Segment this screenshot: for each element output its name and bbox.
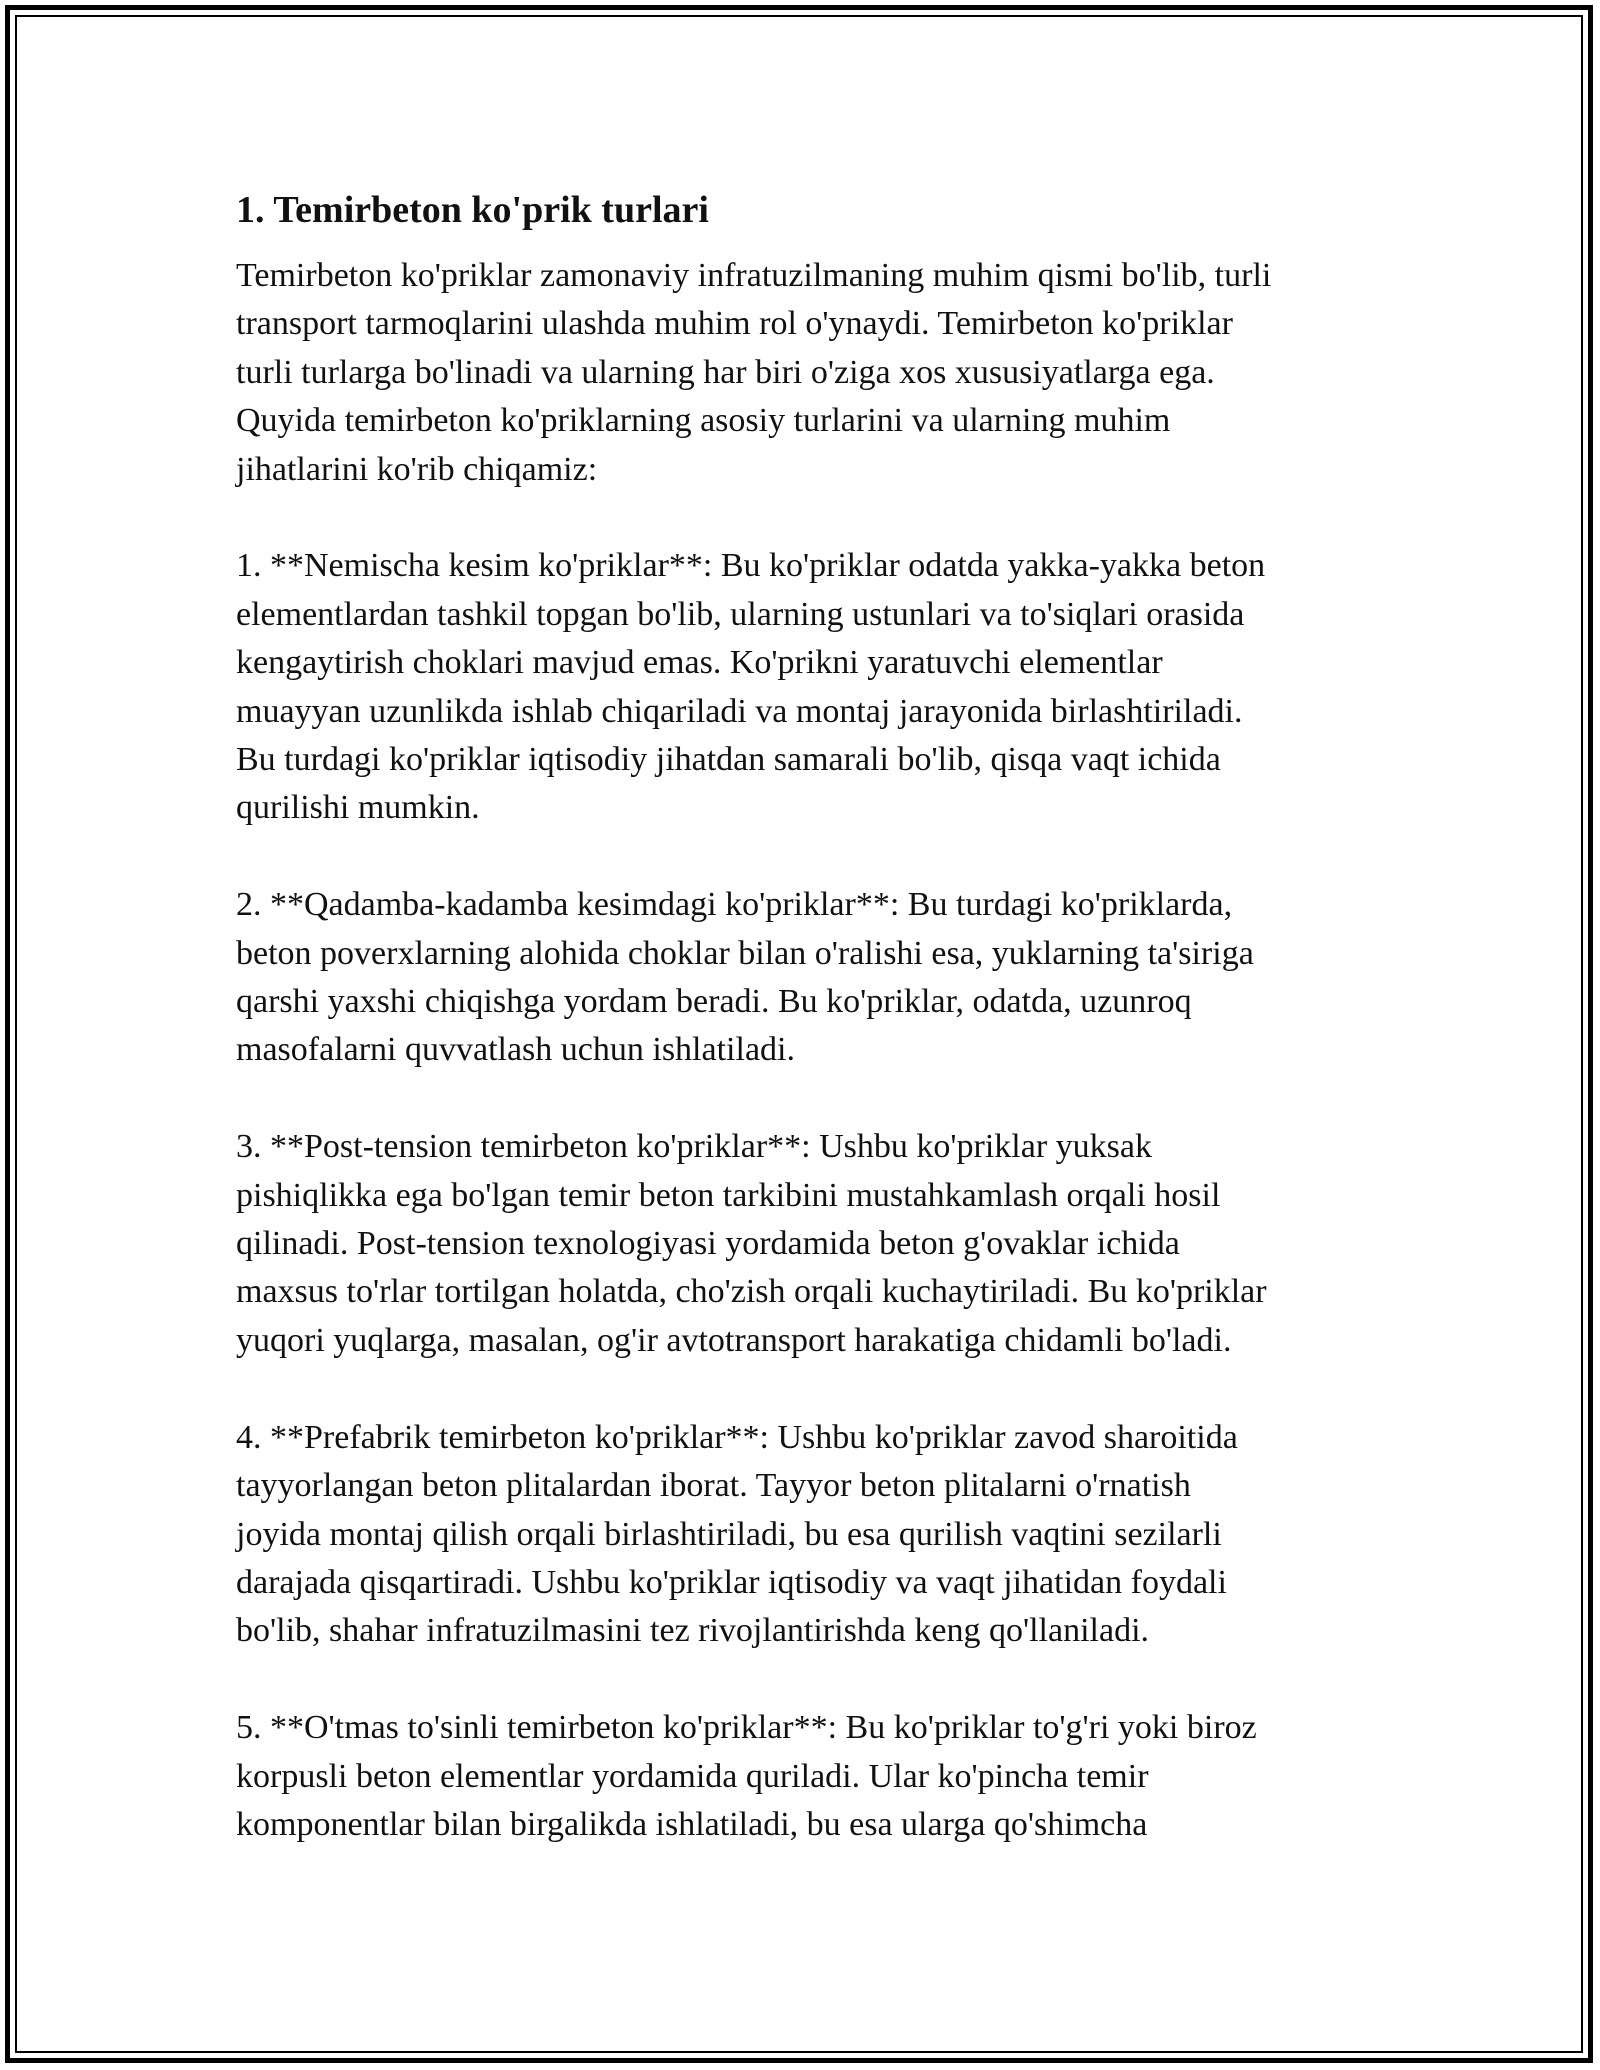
- list-item-1-paragraph: 1. **Nemischa kesim ko'priklar**: Bu ko'priklar odatda yakka-yakka beton elementlardan tashkil topgan bo'lib, ularning ustunlari va to'siqlari orasida kengaytirish choklari mavjud emas. Ko'prikni yaratuvchi elementlar muayyan uzunlikda ishlab chiqariladi va montaj jarayonida birlashtiriladi. Bu turdagi ko'priklar iqtisodiy jihatdan samarali bo'lib, qisqa vaqt ichida qurilishi mumkin.: [236, 547, 1266, 827]
- list-item-3-paragraph: 3. **Post-tension temirbeton ko'priklar**: Ushbu ko'priklar yuksak pishiqlikka ega bo'lgan temir beton tarkibini mustahkamlash orqali hosil qilinadi. Post-tension texnologiyasi yordamida beton g'ovaklar ichida maxsus to'rlar tortilgan holatda, cho'zish orqali kuchaytiriladi. Bu ko'priklar yuqori yuqlarga, masalan, og'ir avtotransport harakatiga chidamli bo'ladi.: [236, 1128, 1267, 1359]
- list-item-5-paragraph: 5. **O'tmas to'sinli temirbeton ko'priklar**: Bu ko'priklar to'g'ri yoki biroz korpusli beton elementlar yordamida quriladi. Ular ko'pincha temir komponentlar bilan birgalikda ishlatiladi, bu esa ularga qo'shimcha: [236, 1709, 1257, 1843]
- intro-paragraph: Temirbeton ko'priklar zamonaviy infratuzilmaning muhim qismi bo'lib, turli transport tarmoqlarini ulashda muhim rol o'ynaydi. Temirbeton ko'priklar turli turlarga bo'linadi va ularning har biri o'ziga xos xususiyatlarga ega. Quyida temirbeton ko'priklarning asosiy turlarini va ularning muhim jihatlarini ko'rib chiqamiz:: [236, 257, 1272, 488]
- list-item-4-paragraph: 4. **Prefabrik temirbeton ko'priklar**: Ushbu ko'priklar zavod sharoitida tayyorlangan beton plitalardan iborat. Tayyor beton plitalarni o'rnatish joyida montaj qilish orqali birlashtiriladi, bu esa qurilish vaqtini sezilarli darajada qisqartiradi. Ushbu ko'priklar iqtisodiy va vaqt jihatidan foydali bo'lib, shahar infratuzilmasini tez rivojlantirishda keng qo'llaniladi.: [236, 1418, 1238, 1650]
- section-heading: 1. Temirbeton ko'prik turlari: [236, 189, 709, 231]
- document-body: [236, 186, 1376, 1898]
- list-item-2-paragraph: 2. **Qadamba-kadamba kesimdagi ko'priklar**: Bu turdagi ko'priklarda, beton poverxlarning alohida choklar bilan o'ralishi esa, yuklarning ta'siriga qarshi yaxshi chiqishga yordam beradi. Bu ko'priklar, odatda, uzunroq masofalarni quvvatlash uchun ishlatiladi.: [236, 886, 1254, 1069]
